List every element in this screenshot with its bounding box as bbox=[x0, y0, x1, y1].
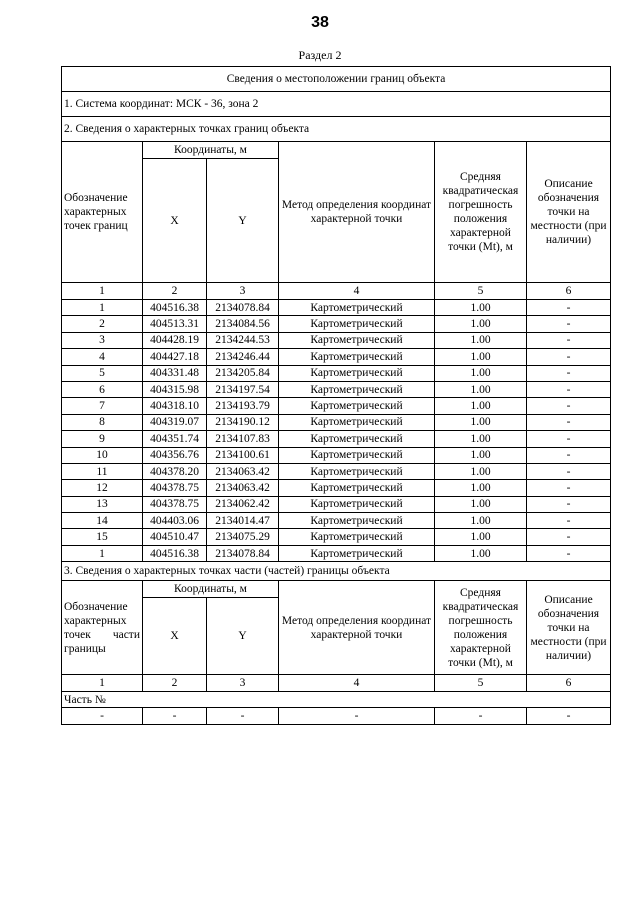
point-y-cell: 2134063.42 bbox=[207, 463, 279, 479]
point-x-cell: 404378.75 bbox=[143, 480, 207, 496]
header2-y: Y bbox=[207, 598, 279, 675]
part-cell: - bbox=[527, 708, 611, 725]
part-cell: - bbox=[62, 708, 143, 725]
point-desc-cell: - bbox=[527, 398, 611, 414]
point-x-cell: 404516.38 bbox=[143, 545, 207, 561]
point-desc-cell: - bbox=[527, 496, 611, 512]
point-y-cell: 2134062.42 bbox=[207, 496, 279, 512]
point-x-cell: 404356.76 bbox=[143, 447, 207, 463]
part-row bbox=[62, 708, 611, 725]
point-method-cell: Картометрический bbox=[279, 332, 435, 348]
point-mt-cell: 1.00 bbox=[435, 545, 527, 561]
point-x-cell: 404351.74 bbox=[143, 431, 207, 447]
table-row bbox=[62, 316, 611, 332]
point-x-cell: 404319.07 bbox=[143, 414, 207, 430]
point-n-cell: 3 bbox=[62, 332, 143, 348]
section2-title: 2. Сведения о характерных точках границ объекта bbox=[62, 117, 611, 142]
point-method-cell: Картометрический bbox=[279, 431, 435, 447]
header-point-designation: Обозначение характерных точек границ bbox=[62, 142, 143, 283]
column-number: 5 bbox=[435, 283, 527, 300]
header-x: X bbox=[143, 159, 207, 283]
point-desc-cell: - bbox=[527, 529, 611, 545]
point-mt-cell: 1.00 bbox=[435, 463, 527, 479]
point-y-cell: 2134078.84 bbox=[207, 300, 279, 316]
point-method-cell: Картометрический bbox=[279, 365, 435, 381]
column-number: 2 bbox=[143, 283, 207, 300]
point-y-cell: 2134205.84 bbox=[207, 365, 279, 381]
point-desc-cell: - bbox=[527, 316, 611, 332]
point-method-cell: Картометрический bbox=[279, 300, 435, 316]
point-mt-cell: 1.00 bbox=[435, 529, 527, 545]
header-accuracy: Средняя квадратическая погрешность положения характерной точки (Mt), м bbox=[435, 142, 527, 283]
table-row bbox=[62, 431, 611, 447]
table-row bbox=[62, 480, 611, 496]
column-number: 5 bbox=[435, 675, 527, 692]
point-mt-cell: 1.00 bbox=[435, 431, 527, 447]
point-y-cell: 2134100.61 bbox=[207, 447, 279, 463]
point-desc-cell: - bbox=[527, 349, 611, 365]
point-n-cell: 8 bbox=[62, 414, 143, 430]
point-method-cell: Картометрический bbox=[279, 447, 435, 463]
point-mt-cell: 1.00 bbox=[435, 496, 527, 512]
point-desc-cell: - bbox=[527, 447, 611, 463]
column-number: 2 bbox=[143, 675, 207, 692]
table-row bbox=[62, 381, 611, 397]
point-desc-cell: - bbox=[527, 431, 611, 447]
header2-point-designation: Обозначение характерных точек части границы bbox=[62, 581, 143, 675]
point-method-cell: Картометрический bbox=[279, 463, 435, 479]
table-row bbox=[62, 513, 611, 529]
point-n-cell: 11 bbox=[62, 463, 143, 479]
point-x-cell: 404428.19 bbox=[143, 332, 207, 348]
table-row bbox=[62, 332, 611, 348]
column-number: 3 bbox=[207, 675, 279, 692]
column-number-row bbox=[62, 283, 611, 300]
point-n-cell: 13 bbox=[62, 496, 143, 512]
point-y-cell: 2134078.84 bbox=[207, 545, 279, 561]
column-number: 4 bbox=[279, 675, 435, 692]
point-desc-cell: - bbox=[527, 513, 611, 529]
point-mt-cell: 1.00 bbox=[435, 447, 527, 463]
point-y-cell: 2134190.12 bbox=[207, 414, 279, 430]
page-number: 38 bbox=[311, 14, 329, 31]
point-mt-cell: 1.00 bbox=[435, 300, 527, 316]
header-y: Y bbox=[207, 159, 279, 283]
point-n-cell: 9 bbox=[62, 431, 143, 447]
point-x-cell: 404331.48 bbox=[143, 365, 207, 381]
point-y-cell: 2134075.29 bbox=[207, 529, 279, 545]
point-mt-cell: 1.00 bbox=[435, 513, 527, 529]
point-y-cell: 2134193.79 bbox=[207, 398, 279, 414]
header2-method: Метод определения координат характерной точки bbox=[279, 581, 435, 675]
point-n-cell: 7 bbox=[62, 398, 143, 414]
column-number: 6 bbox=[527, 283, 611, 300]
point-mt-cell: 1.00 bbox=[435, 414, 527, 430]
point-method-cell: Картометрический bbox=[279, 381, 435, 397]
column-number: 4 bbox=[279, 283, 435, 300]
column-number-row-2 bbox=[62, 675, 611, 692]
table-row bbox=[62, 398, 611, 414]
boundary-table bbox=[61, 66, 611, 725]
point-x-cell: 404403.06 bbox=[143, 513, 207, 529]
point-desc-cell: - bbox=[527, 414, 611, 430]
table-title: Сведения о местоположении границ объекта bbox=[62, 67, 611, 92]
point-y-cell: 2134246.44 bbox=[207, 349, 279, 365]
table-row bbox=[62, 300, 611, 316]
header2-coordinates: Координаты, м bbox=[143, 581, 279, 598]
table-row bbox=[62, 463, 611, 479]
point-method-cell: Картометрический bbox=[279, 529, 435, 545]
point-y-cell: 2134244.53 bbox=[207, 332, 279, 348]
point-n-cell: 6 bbox=[62, 381, 143, 397]
table-row bbox=[62, 365, 611, 381]
part-label: Часть № bbox=[62, 692, 611, 708]
header2-description: Описание обозначения точки на местности (при наличии) bbox=[527, 581, 611, 675]
point-y-cell: 2134197.54 bbox=[207, 381, 279, 397]
section3-title: 3. Сведения о характерных точках части (частей) границы объекта bbox=[62, 562, 611, 581]
point-n-cell: 1 bbox=[62, 545, 143, 561]
point-n-cell: 2 bbox=[62, 316, 143, 332]
point-desc-cell: - bbox=[527, 381, 611, 397]
point-y-cell: 2134084.56 bbox=[207, 316, 279, 332]
coord-system: 1. Система координат: МСК - 36, зона 2 bbox=[62, 92, 611, 117]
point-method-cell: Картометрический bbox=[279, 414, 435, 430]
point-x-cell: 404378.20 bbox=[143, 463, 207, 479]
point-method-cell: Картометрический bbox=[279, 316, 435, 332]
point-desc-cell: - bbox=[527, 300, 611, 316]
table-row bbox=[62, 414, 611, 430]
point-n-cell: 15 bbox=[62, 529, 143, 545]
table-row bbox=[62, 447, 611, 463]
point-desc-cell: - bbox=[527, 332, 611, 348]
point-mt-cell: 1.00 bbox=[435, 349, 527, 365]
point-method-cell: Картометрический bbox=[279, 349, 435, 365]
point-x-cell: 404318.10 bbox=[143, 398, 207, 414]
point-method-cell: Картометрический bbox=[279, 398, 435, 414]
point-method-cell: Картометрический bbox=[279, 545, 435, 561]
table-row bbox=[62, 529, 611, 545]
point-y-cell: 2134107.83 bbox=[207, 431, 279, 447]
point-method-cell: Картометрический bbox=[279, 496, 435, 512]
point-method-cell: Картометрический bbox=[279, 480, 435, 496]
point-mt-cell: 1.00 bbox=[435, 398, 527, 414]
point-x-cell: 404427.18 bbox=[143, 349, 207, 365]
point-x-cell: 404378.75 bbox=[143, 496, 207, 512]
part-cell: - bbox=[279, 708, 435, 725]
point-n-cell: 10 bbox=[62, 447, 143, 463]
point-y-cell: 2134014.47 bbox=[207, 513, 279, 529]
point-mt-cell: 1.00 bbox=[435, 480, 527, 496]
part-cell: - bbox=[435, 708, 527, 725]
header2-accuracy: Средняя квадратическая погрешность положения характерной точки (Mt), м bbox=[435, 581, 527, 675]
point-n-cell: 12 bbox=[62, 480, 143, 496]
point-desc-cell: - bbox=[527, 463, 611, 479]
point-desc-cell: - bbox=[527, 365, 611, 381]
point-mt-cell: 1.00 bbox=[435, 381, 527, 397]
column-number: 3 bbox=[207, 283, 279, 300]
point-x-cell: 404510.47 bbox=[143, 529, 207, 545]
header-coordinates: Координаты, м bbox=[143, 142, 279, 159]
point-n-cell: 14 bbox=[62, 513, 143, 529]
point-method-cell: Картометрический bbox=[279, 513, 435, 529]
table-row bbox=[62, 545, 611, 561]
header-method: Метод определения координат характерной точки bbox=[279, 142, 435, 283]
column-number: 1 bbox=[62, 675, 143, 692]
part-cell: - bbox=[207, 708, 279, 725]
point-mt-cell: 1.00 bbox=[435, 316, 527, 332]
column-number: 1 bbox=[62, 283, 143, 300]
column-number: 6 bbox=[527, 675, 611, 692]
point-n-cell: 4 bbox=[62, 349, 143, 365]
point-x-cell: 404516.38 bbox=[143, 300, 207, 316]
header2-x: X bbox=[143, 598, 207, 675]
point-mt-cell: 1.00 bbox=[435, 332, 527, 348]
point-n-cell: 1 bbox=[62, 300, 143, 316]
point-y-cell: 2134063.42 bbox=[207, 480, 279, 496]
point-mt-cell: 1.00 bbox=[435, 365, 527, 381]
table-row bbox=[62, 349, 611, 365]
point-desc-cell: - bbox=[527, 545, 611, 561]
point-desc-cell: - bbox=[527, 480, 611, 496]
point-x-cell: 404315.98 bbox=[143, 381, 207, 397]
point-n-cell: 5 bbox=[62, 365, 143, 381]
table-row bbox=[62, 496, 611, 512]
part-cell: - bbox=[143, 708, 207, 725]
section-label: Раздел 2 bbox=[298, 48, 342, 62]
header-description: Описание обозначения точки на местности (при наличии) bbox=[527, 142, 611, 283]
point-x-cell: 404513.31 bbox=[143, 316, 207, 332]
